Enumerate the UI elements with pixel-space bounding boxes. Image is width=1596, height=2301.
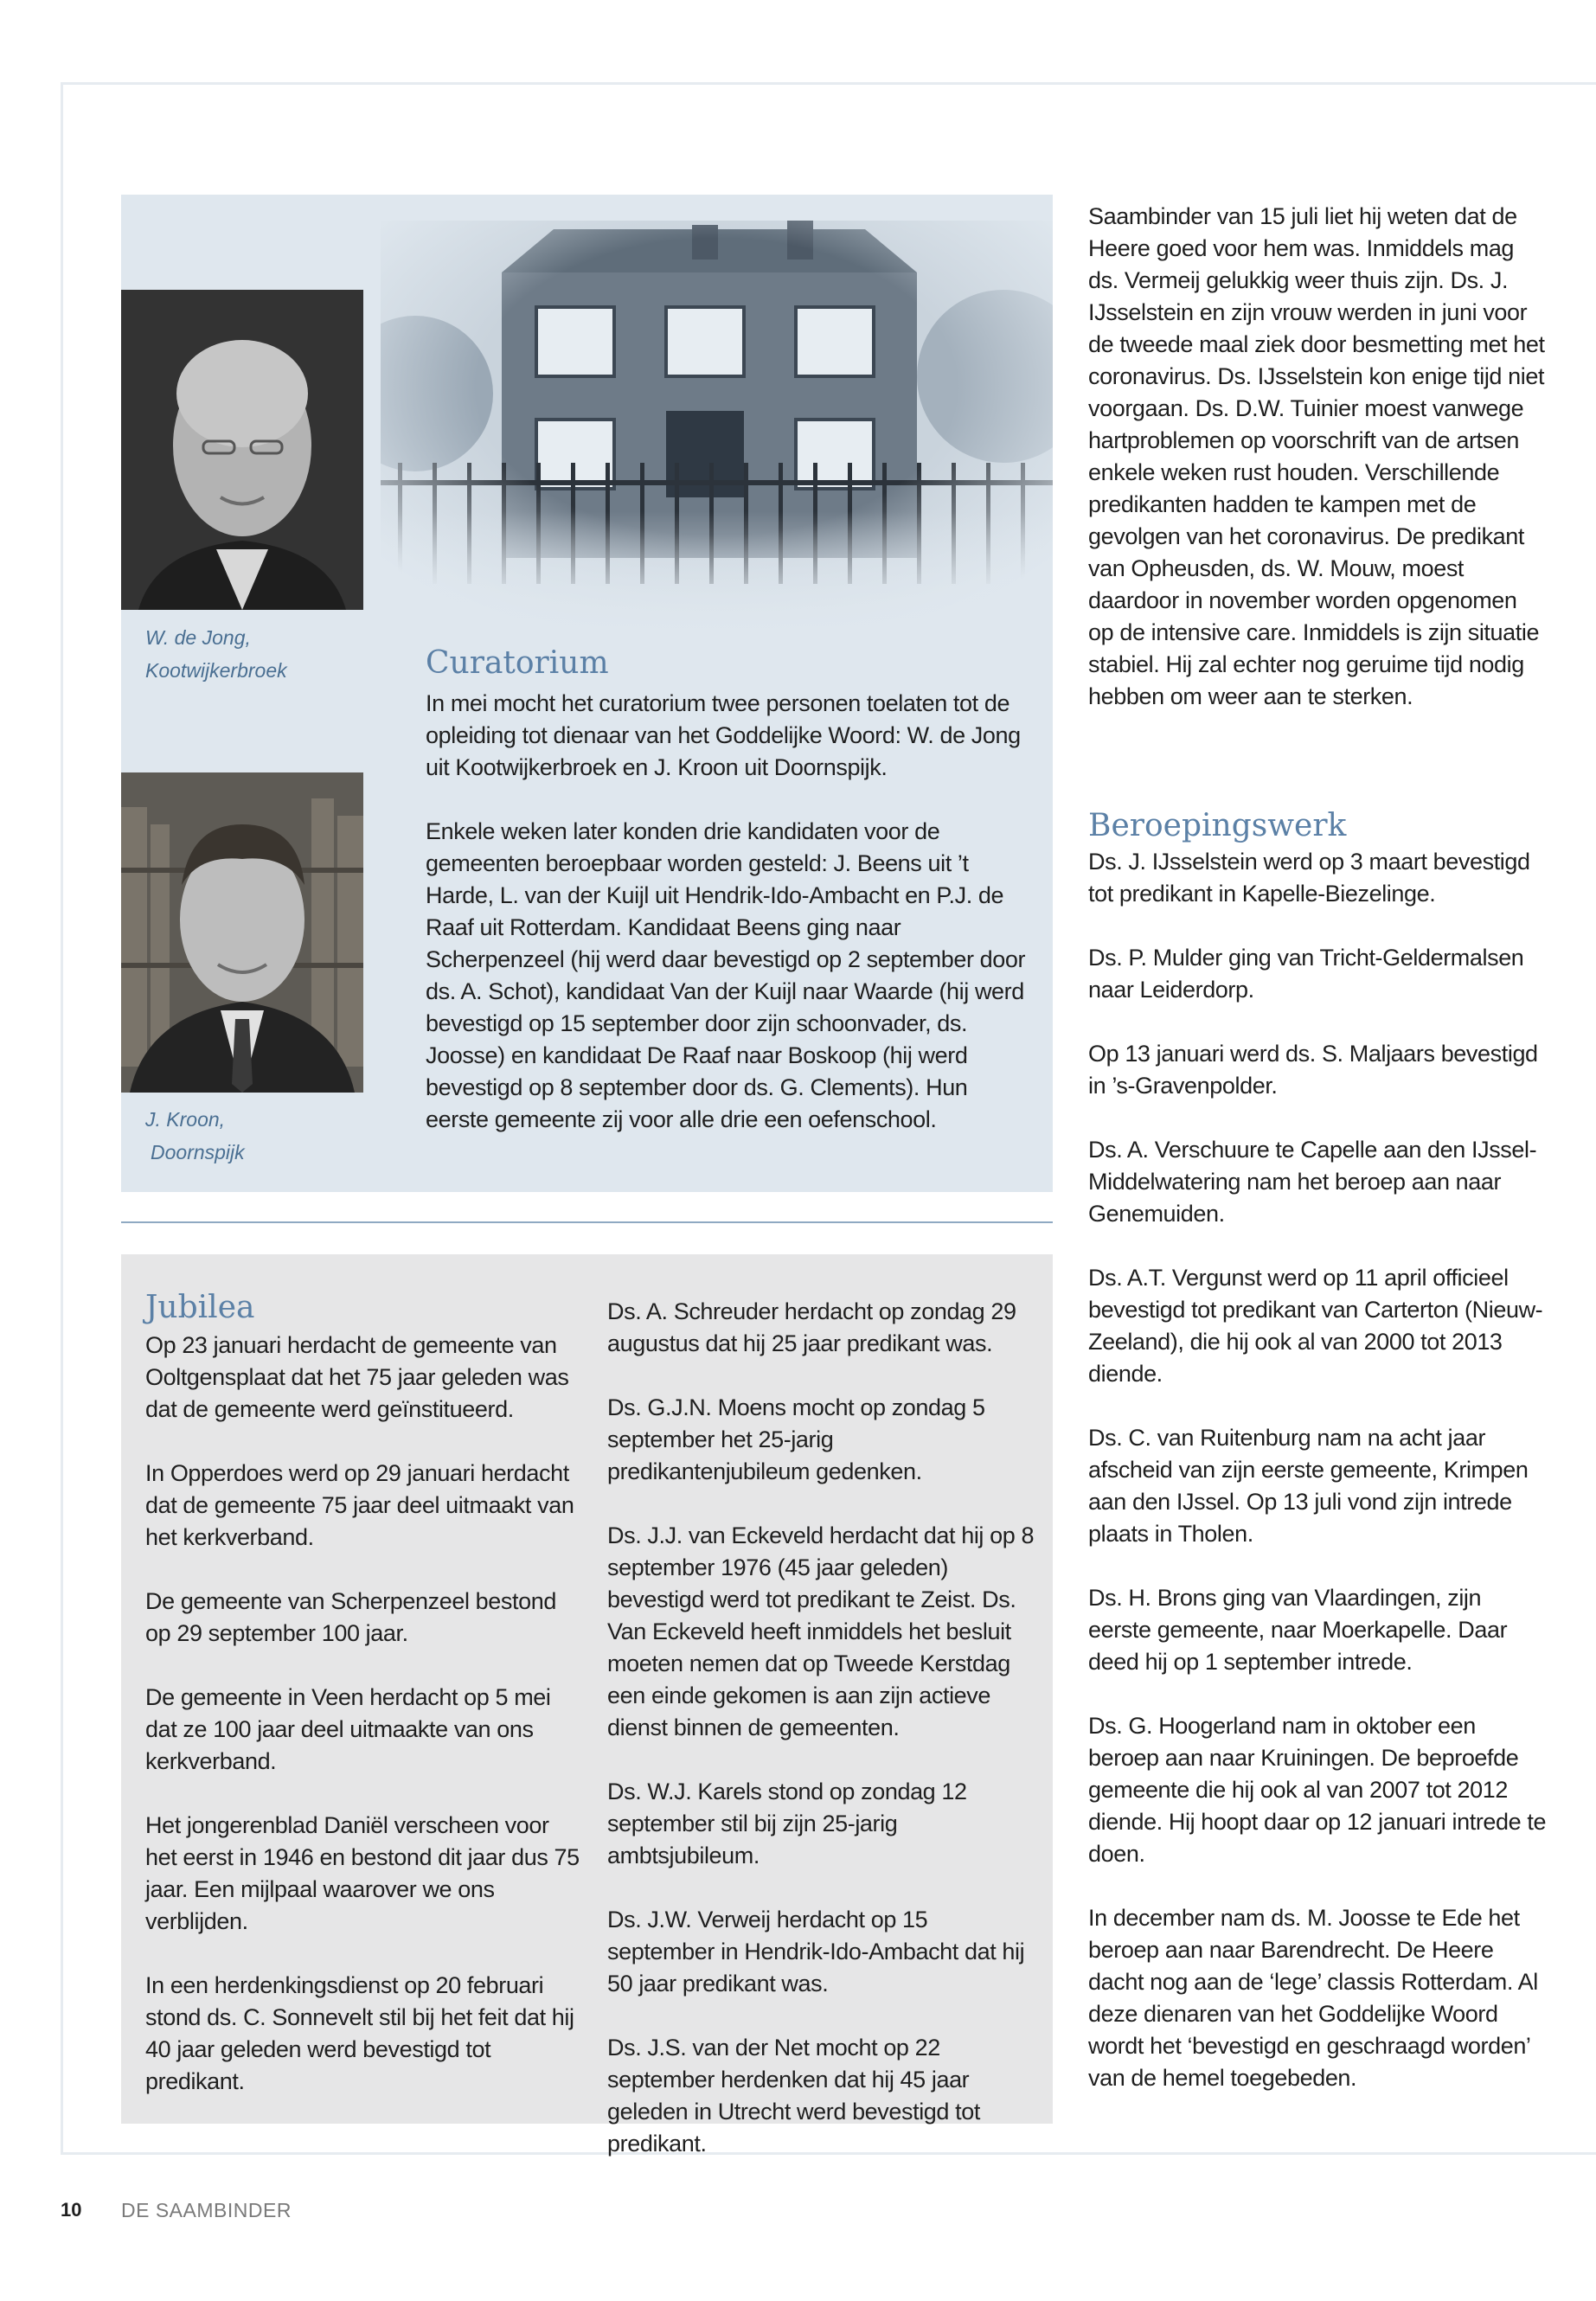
jubilea-paragraph: Ds. W.J. Karels stond op zondag 12 september stil bij zijn 25-jarig ambtsjubileum. xyxy=(607,1779,967,1868)
caption-place: Doornspijk xyxy=(151,1141,245,1163)
caption-person1 xyxy=(145,621,287,687)
jubilea-heading: Jubilea xyxy=(145,1290,255,1325)
jubilea-left-column xyxy=(145,1330,586,2098)
jubilea-paragraph: Op 23 januari herdacht de gemeente van Ooltgensplaat dat het 75 jaar geleden was dat de gemeente werd geïnstitueerd. xyxy=(145,1332,569,1422)
beroepingswerk-paragraph: In december nam ds. M. Joosse te Ede het beroep aan naar Barendrecht. De Heere dacht nog aan de ‘lege’ classis Rotterdam. Al deze dienaren van het Goddelijke Woord wordt het ‘bevestigd en geschraagd worden’ van de hemel toegebeden. xyxy=(1088,1905,1538,2091)
beroepingswerk-paragraph: Ds. J. IJsselstein werd op 3 maart bevestigd tot predikant in Kapelle-Biezelinge. xyxy=(1088,849,1530,907)
beroepingswerk-paragraph: Ds. C. van Ruitenburg nam na acht jaar afscheid van zijn eerste gemeente, Krimpen aan den IJssel. Op 13 juli vond zijn intrede plaats in Tholen. xyxy=(1088,1425,1529,1547)
jubilea-right-column xyxy=(607,1296,1040,2160)
caption-name: J. Kroon, xyxy=(145,1108,226,1131)
magazine-name: DE SAAMBINDER xyxy=(121,2199,292,2221)
seminary-building-photo xyxy=(381,221,1053,636)
jubilea-paragraph: Ds. J.S. van der Net mocht op 22 september herdenken dat hij 45 jaar geleden in Utrecht werd bevestigd tot predikant. xyxy=(607,2035,980,2157)
section-divider xyxy=(121,1221,1053,1223)
curatorium-text xyxy=(426,688,1031,1136)
jubilea-paragraph: De gemeente in Veen herdacht op 5 mei dat ze 100 jaar deel uitmaakte van ons kerkverband. xyxy=(145,1684,551,1774)
jubilea-paragraph: De gemeente van Scherpenzeel bestond op 29 september 100 jaar. xyxy=(145,1588,556,1646)
caption-place: Kootwijkerbroek xyxy=(145,659,287,682)
caption-name: W. de Jong, xyxy=(145,626,251,649)
beroepingswerk-paragraph: Ds. A.T. Vergunst werd op 11 april officieel bevestigd tot predikant van Carterton (Nieuw-Zeeland), die hij ook al van 2000 tot 2013 diende. xyxy=(1088,1265,1543,1387)
jubilea-paragraph: In een herdenkingsdienst op 20 februari stond ds. C. Sonnevelt stil bij het feit dat hij 40 jaar geleden werd bevestigd tot predikant. xyxy=(145,1972,574,2094)
beroepingswerk-text xyxy=(1088,846,1547,2094)
building-illustration xyxy=(381,221,1053,636)
curatorium-paragraph: In mei mocht het curatorium twee personen toelaten tot de opleiding tot dienaar van het Goddelijke Woord: W. de Jong uit Kootwijkerbroek en J. Kroon uit Doornspijk. xyxy=(426,690,1021,780)
jubilea-paragraph: In Opperdoes werd op 29 januari herdacht dat de gemeente 75 jaar deel uitmaakt van het kerkverband. xyxy=(145,1460,574,1550)
intro-paragraph: Saambinder van 15 juli liet hij weten dat de Heere goed voor hem was. Inmiddels mag ds. Vermeij gelukkig weer thuis zijn. Ds. J. IJsselstein en zijn vrouw werden in juni voor de tweede maal ziek door besmetting met het coronavirus. Ds. IJsselstein kon enige tijd niet voorgaan. Ds. D.W. Tuinier moest vanwege hartproblemen op voorschrift van de artsen enkele weken rust houden. Verschillende predikanten hadden te kampen met de gevolgen van het coronavirus. De predikant van Opheusden, ds. W. Mouw, moest daardoor in november worden opgenomen op de intensive care. Inmiddels is zijn situatie stabiel. Hij zal echter nog geruime tijd nodig hebben om weer aan te sterken. xyxy=(1088,203,1545,709)
beroepingswerk-paragraph: Ds. G. Hoogerland nam in oktober een beroep aan naar Kruiningen. De beproefde gemeente die hij ook al van 2007 tot 2012 diende. Hij hoopt daar op 12 januari intrede te doen. xyxy=(1088,1713,1547,1867)
right-column-intro xyxy=(1088,201,1547,713)
portrait-j-kroon xyxy=(121,772,363,1093)
jubilea-paragraph: Het jongerenblad Daniël verscheen voor het eerst in 1946 en bestond dit jaar dus 75 jaar. Een mijlpaal waarover we ons verblijden. xyxy=(145,1812,580,1934)
jubilea-paragraph: Ds. A. Schreuder herdacht op zondag 29 augustus dat hij 25 jaar predikant was. xyxy=(607,1298,1016,1356)
caption-person2 xyxy=(145,1103,245,1169)
beroepingswerk-paragraph: Ds. P. Mulder ging van Tricht-Geldermalsen naar Leiderdorp. xyxy=(1088,945,1524,1003)
jubilea-paragraph: Ds. J.J. van Eckeveld herdacht dat hij op 8 september 1976 (45 jaar geleden) bevestigd werd tot predikant te Zeist. Ds. Van Eckeveld heeft inmiddels het besluit moeten nemen dat op Tweede Kerstdag een einde gekomen is aan zijn actieve dienst binnen de gemeenten. xyxy=(607,1522,1035,1740)
curatorium-heading: Curatorium xyxy=(426,645,609,681)
beroepingswerk-paragraph: Ds. H. Brons ging van Vlaardingen, zijn eerste gemeente, naar Moerkapelle. Daar deed hij op 1 september intrede. xyxy=(1088,1585,1508,1675)
page-number: 10 xyxy=(61,2199,82,2221)
portrait-w-de-jong xyxy=(121,290,363,610)
beroepingswerk-paragraph: Op 13 januari werd ds. S. Maljaars bevestigd in ’s-Gravenpolder. xyxy=(1088,1041,1538,1099)
beroepingswerk-heading: Beroepingswerk xyxy=(1088,808,1347,843)
jubilea-paragraph: Ds. J.W. Verweij herdacht op 15 september in Hendrik-Ido-Ambacht dat hij 50 jaar predikant was. xyxy=(607,1907,1025,1997)
curatorium-paragraph: Enkele weken later konden drie kandidaten voor de gemeenten beroepbaar worden gesteld: J. Beens uit ’t Harde, L. van der Kuijl uit Hendrik-Ido-Ambacht en P.J. de Raaf uit Rotterdam. Kandidaat Beens ging naar Scherpenzeel (hij werd daar bevestigd op 2 september door ds. A. Schot), kandidaat Van der Kuijl naar Waarde (hij werd bevestigd op 15 september door zijn schoonvader, ds. Joosse) en kandidaat De Raaf naar Boskoop (hij werd bevestigd op 8 september door ds. G. Clements). Hun eerste gemeente zij voor alle drie een oefenschool. xyxy=(426,818,1026,1132)
jubilea-paragraph: Ds. G.J.N. Moens mocht op zondag 5 september het 25-jarig predikantenjubileum gedenken. xyxy=(607,1394,985,1484)
beroepingswerk-paragraph: Ds. A. Verschuure te Capelle aan den IJssel-Middelwatering nam het beroep aan naar Genemuiden. xyxy=(1088,1137,1537,1227)
